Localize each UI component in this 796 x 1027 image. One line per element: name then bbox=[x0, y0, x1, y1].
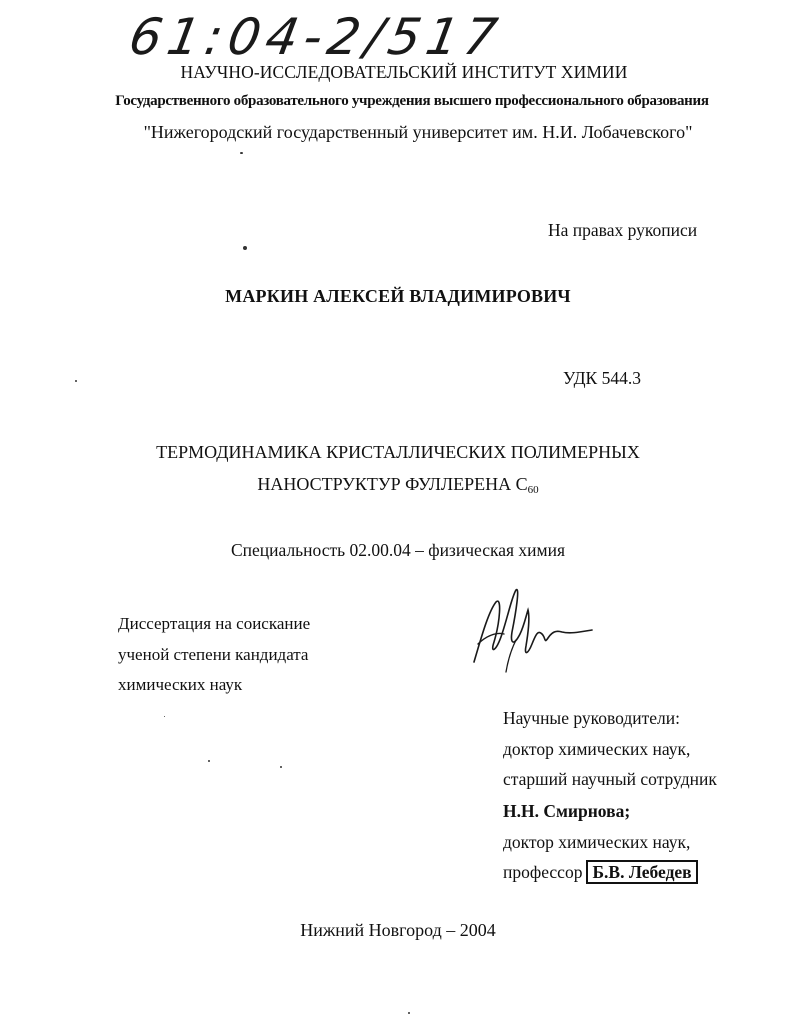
dissertation-line1: Диссертация на соискание bbox=[118, 614, 311, 633]
supervisor2-name: Б.В. Лебедев bbox=[586, 860, 697, 884]
institution-type: Государственного образовательного учреждения высшего профессионального образования bbox=[115, 93, 709, 109]
dissertation-line2: ученой степени кандидата bbox=[118, 645, 309, 664]
supervisors-heading: Научные руководители: bbox=[503, 708, 680, 728]
scan-speck bbox=[280, 766, 282, 768]
scan-speck bbox=[243, 246, 247, 250]
thesis-title-line2 bbox=[0, 474, 796, 496]
handwritten-archive-number: 61:04-2/517 bbox=[124, 8, 508, 66]
city-year: Нижний Новгород – 2004 bbox=[300, 920, 496, 940]
signature-icon bbox=[466, 582, 596, 682]
supervisor2-title: профессор bbox=[503, 862, 583, 882]
supervisor2-degree: доктор химических наук, bbox=[503, 832, 691, 852]
thesis-title-line2-text: НАНОСТРУКТУР ФУЛЛЕРЕНА С bbox=[257, 474, 528, 494]
scan-speck bbox=[75, 380, 77, 382]
supervisor1-name: Н.Н. Смирнова; bbox=[503, 801, 631, 821]
udk-code: УДК 544.3 bbox=[563, 368, 641, 388]
scan-speck bbox=[240, 152, 243, 154]
fullerene-subscript: 60 bbox=[527, 484, 539, 496]
scan-speck bbox=[208, 760, 210, 762]
dissertation-line3: химических наук bbox=[118, 675, 243, 694]
supervisor2-line bbox=[503, 862, 698, 883]
institute-name: НАУЧНО-ИССЛЕДОВАТЕЛЬСКИЙ ИНСТИТУТ ХИМИИ bbox=[180, 62, 628, 82]
supervisor1-title: старший научный сотрудник bbox=[503, 769, 717, 789]
university-name: "Нижегородский государственный университет им. Н.И. Лобачевского" bbox=[143, 122, 693, 142]
thesis-title-line1: ТЕРМОДИНАМИКА КРИСТАЛЛИЧЕСКИХ ПОЛИМЕРНЫХ bbox=[156, 442, 640, 462]
author-name: МАРКИН АЛЕКСЕЙ ВЛАДИМИРОВИЧ bbox=[225, 286, 571, 306]
supervisor1-degree: доктор химических наук, bbox=[503, 739, 691, 759]
scan-speck bbox=[164, 716, 165, 717]
scan-speck bbox=[408, 1012, 410, 1014]
manuscript-rights-note: На правах рукописи bbox=[548, 220, 698, 240]
specialty: Специальность 02.00.04 – физическая химия bbox=[230, 540, 566, 560]
